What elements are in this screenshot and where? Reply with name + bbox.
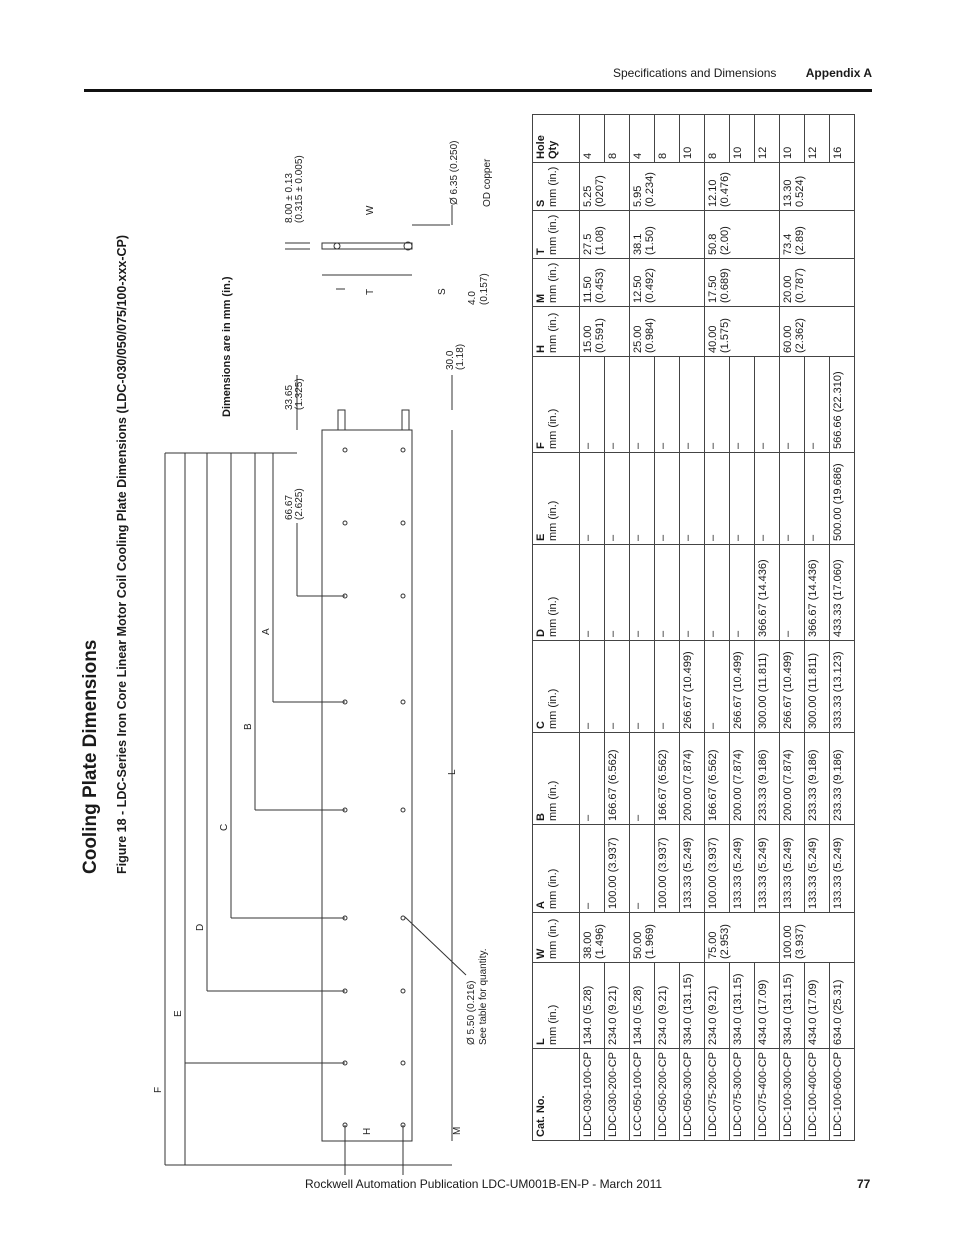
cell-e: – [605, 453, 630, 545]
dim-66: 66.67 [284, 494, 295, 520]
cell-l: 634.0 (25.31) [830, 963, 855, 1049]
cell-e: – [755, 453, 780, 545]
cell-c: 300.00 (11.811) [755, 641, 780, 733]
cell-qty: 12 [755, 115, 780, 163]
tube-stub-2 [402, 410, 409, 430]
cell-f: – [580, 357, 605, 453]
cell-c: – [655, 641, 680, 733]
cell-a: 133.33 (5.249) [680, 825, 705, 913]
cell-b: 233.33 (9.186) [805, 733, 830, 825]
cell-e: – [580, 453, 605, 545]
cell-qty: 4 [580, 115, 605, 163]
cell-t: 50.8 (2.00) [705, 211, 780, 259]
cell-cat: LCC-050-100-CP [630, 1049, 655, 1141]
cell-t: 73.4 (2.89) [780, 211, 855, 259]
cell-h: 15.00 (0.591) [580, 307, 630, 357]
table-row [630, 115, 655, 1141]
cell-f: – [805, 357, 830, 453]
th-hole-qty: Hole Qty [533, 115, 580, 163]
cell-f: – [705, 357, 730, 453]
label-a: A [261, 628, 272, 635]
cell-d: – [605, 545, 630, 641]
cell-d: – [655, 545, 680, 641]
cell-d: 366.67 (14.436) [755, 545, 780, 641]
cell-l: 434.0 (17.09) [755, 963, 780, 1049]
cell-d: – [705, 545, 730, 641]
cell-c: – [580, 641, 605, 733]
label-w: W [365, 205, 376, 215]
dim-66-in: (2.625) [294, 488, 305, 520]
footer-publication: Rockwell Automation Publication LDC-UM001B-EN-P - March 2011 [305, 1177, 663, 1191]
cell-c: 266.67 (10.499) [780, 641, 805, 733]
cell-f: – [680, 357, 705, 453]
cell-b: 166.67 (6.562) [605, 733, 630, 825]
cell-l: 234.0 (9.21) [655, 963, 680, 1049]
table-row [705, 115, 730, 1141]
section-title: Cooling Plate Dimensions [80, 639, 101, 874]
cell-b: 166.67 (6.562) [655, 733, 680, 825]
label-f: F [153, 1086, 164, 1093]
cell-f: – [630, 357, 655, 453]
label-b: B [243, 723, 254, 730]
cell-e: – [805, 453, 830, 545]
header-section: Specifications and Dimensions [613, 66, 777, 80]
cell-m: 11.50 (0.453) [580, 259, 630, 307]
th-e: E mm (in.) [533, 453, 580, 545]
cell-a: 133.33 (5.249) [780, 825, 805, 913]
cell-e: – [655, 453, 680, 545]
table-row [780, 115, 805, 1141]
cell-l: 134.0 (5.28) [580, 963, 605, 1049]
cell-c: – [605, 641, 630, 733]
cell-qty: 4 [630, 115, 655, 163]
cell-d: 433.33 (17.060) [830, 545, 855, 641]
th-b: B mm (in.) [533, 733, 580, 825]
cell-a: 133.33 (5.249) [805, 825, 830, 913]
figure-title: Figure 18 - LDC-Series Iron Core Linear Motor Coil Cooling Plate Dimensions (LDC-030/050/075/100-xxx-CP) [115, 234, 129, 874]
cell-c: 300.00 (11.811) [805, 641, 830, 733]
cell-qty: 16 [830, 115, 855, 163]
dim-33: 33.65 [284, 384, 295, 410]
th-a: A mm (in.) [533, 825, 580, 913]
th-l: L mm (in.) [533, 963, 580, 1049]
th-h: H mm (in.) [533, 307, 580, 357]
cell-l: 334.0 (131.15) [730, 963, 755, 1049]
cell-d: – [630, 545, 655, 641]
cell-cat: LDC-030-100-CP [580, 1049, 605, 1141]
cell-d: – [680, 545, 705, 641]
cell-cat: LDC-100-400-CP [805, 1049, 830, 1141]
cell-b: 233.33 (9.186) [830, 733, 855, 825]
cell-s: 5.25 (0207) [580, 163, 630, 211]
cell-s: 5.95 (0.234) [630, 163, 705, 211]
cell-cat: LDC-050-300-CP [680, 1049, 705, 1141]
label-d: D [195, 923, 206, 931]
th-cat: Cat. No. [533, 1049, 580, 1141]
cell-b: 166.67 (6.562) [705, 733, 730, 825]
cell-cat: LDC-100-600-CP [830, 1049, 855, 1141]
cell-s: 12.10 (0.476) [705, 163, 780, 211]
cell-d: 366.67 (14.436) [805, 545, 830, 641]
label-c: C [219, 823, 230, 831]
cell-qty: 8 [705, 115, 730, 163]
cell-a: – [580, 825, 605, 913]
cell-f: – [755, 357, 780, 453]
cell-f: – [655, 357, 680, 453]
cell-h: 40.00 (1.575) [705, 307, 780, 357]
label-l: L [447, 769, 458, 775]
hole-dia: Ø 5.50 (0.216) [466, 980, 477, 1045]
cell-a: 100.00 (3.937) [605, 825, 630, 913]
cell-d: – [780, 545, 805, 641]
cell-qty: 10 [730, 115, 755, 163]
cooling-plate-table [532, 114, 855, 1141]
header-appendix: Appendix A [805, 66, 872, 80]
cell-w: 50.00 (1.969) [630, 913, 705, 963]
cell-c: 266.67 (10.499) [730, 641, 755, 733]
cell-b: 200.00 (7.874) [680, 733, 705, 825]
cell-cat: LDC-075-300-CP [730, 1049, 755, 1141]
cell-h: 60.00 (2.362) [780, 307, 855, 357]
dim-8: 8.00 ± 0.13 [284, 173, 295, 223]
cell-qty: 8 [655, 115, 680, 163]
th-m: M mm (in.) [533, 259, 580, 307]
cell-e: – [780, 453, 805, 545]
cell-cat: LDC-050-200-CP [655, 1049, 680, 1141]
cell-w: 75.00 (2.953) [705, 913, 780, 963]
cell-a: 133.33 (5.249) [830, 825, 855, 913]
label-s: S [437, 288, 448, 295]
cell-qty: 8 [605, 115, 630, 163]
label-t: T [365, 288, 376, 295]
cell-m: 20.00 (0.787) [780, 259, 855, 307]
cell-f: – [605, 357, 630, 453]
dim-30-in: (1.18) [455, 343, 466, 370]
label-h: H [362, 1127, 373, 1135]
cell-l: 334.0 (131.15) [680, 963, 705, 1049]
page-number: 77 [857, 1177, 871, 1191]
dim-8-in: (0.315 ± 0.005) [294, 155, 305, 223]
cell-b: 233.33 (9.186) [755, 733, 780, 825]
cell-w: 100.00 (3.937) [780, 913, 855, 963]
cell-c: 266.67 (10.499) [680, 641, 705, 733]
cell-e: – [730, 453, 755, 545]
th-d: D mm (in.) [533, 545, 580, 641]
dimension-note: Dimensions are in mm (in.) [221, 276, 233, 417]
cell-t: 27.5 (1.08) [580, 211, 630, 259]
cell-l: 334.0 (131.15) [780, 963, 805, 1049]
hole-row-1 [343, 448, 347, 1127]
dim-30: 30.0 [445, 350, 456, 370]
cell-t: 38.1 (1.50) [630, 211, 705, 259]
cell-cat: LDC-075-200-CP [705, 1049, 730, 1141]
cell-qty: 10 [680, 115, 705, 163]
cell-qty: 12 [805, 115, 830, 163]
label-m: M [452, 1126, 463, 1135]
cell-b: – [580, 733, 605, 825]
cell-l: 234.0 (9.21) [605, 963, 630, 1049]
od-label: OD copper [482, 158, 493, 207]
label-e: E [173, 1010, 184, 1017]
cell-a: 133.33 (5.249) [755, 825, 780, 913]
th-s: S mm (in.) [533, 163, 580, 211]
th-t: T mm (in.) [533, 211, 580, 259]
cell-a: 133.33 (5.249) [730, 825, 755, 913]
cell-f: – [730, 357, 755, 453]
cell-m: 12.50 (0.492) [630, 259, 705, 307]
cell-d: – [580, 545, 605, 641]
dim-4: 4.0 [467, 291, 478, 305]
plate-outline [322, 430, 412, 1141]
tube-stub-1 [338, 410, 345, 430]
cell-a: 100.00 (3.937) [705, 825, 730, 913]
cell-c: – [630, 641, 655, 733]
cell-f: 566.66 (22.310) [830, 357, 855, 453]
th-c: C mm (in.) [533, 641, 580, 733]
cell-qty: 10 [780, 115, 805, 163]
hole-leader [405, 917, 466, 975]
table-row [580, 115, 605, 1141]
th-w: W mm (in.) [533, 913, 580, 963]
table-header-row [533, 115, 580, 1141]
cell-b: 200.00 (7.874) [780, 733, 805, 825]
cell-l: 234.0 (9.21) [705, 963, 730, 1049]
end-view [285, 205, 452, 289]
cell-e: 500.00 (19.686) [830, 453, 855, 545]
th-f: F mm (in.) [533, 357, 580, 453]
cell-f: – [780, 357, 805, 453]
cell-d: – [730, 545, 755, 641]
cell-w: 38.00 (1.496) [580, 913, 630, 963]
cell-cat: LDC-075-400-CP [755, 1049, 780, 1141]
dim-lines-top [165, 453, 345, 1165]
cell-a: 100.00 (3.937) [655, 825, 680, 913]
cell-cat: LDC-100-300-CP [780, 1049, 805, 1141]
cell-e: – [705, 453, 730, 545]
cell-e: – [680, 453, 705, 545]
dim-33-in: (1.325) [294, 378, 305, 410]
cell-cat: LDC-030-200-CP [605, 1049, 630, 1141]
cell-m: 17.50 (0.689) [705, 259, 780, 307]
cell-b: 200.00 (7.874) [730, 733, 755, 825]
cell-a: – [630, 825, 655, 913]
cell-b: – [630, 733, 655, 825]
cell-l: 134.0 (5.28) [630, 963, 655, 1049]
cell-s: 13.30 0.524) [780, 163, 855, 211]
cell-h: 25.00 (0.984) [630, 307, 705, 357]
cell-e: – [630, 453, 655, 545]
cell-c: 333.33 (13.123) [830, 641, 855, 733]
hole-note: See table for quantity. [478, 948, 489, 1045]
dim-4-in: (0.157) [479, 273, 490, 305]
cell-l: 434.0 (17.09) [805, 963, 830, 1049]
cell-c: – [705, 641, 730, 733]
od-dia: Ø 6.35 (0.250) [449, 140, 460, 205]
hole-row-2 [401, 448, 405, 1127]
